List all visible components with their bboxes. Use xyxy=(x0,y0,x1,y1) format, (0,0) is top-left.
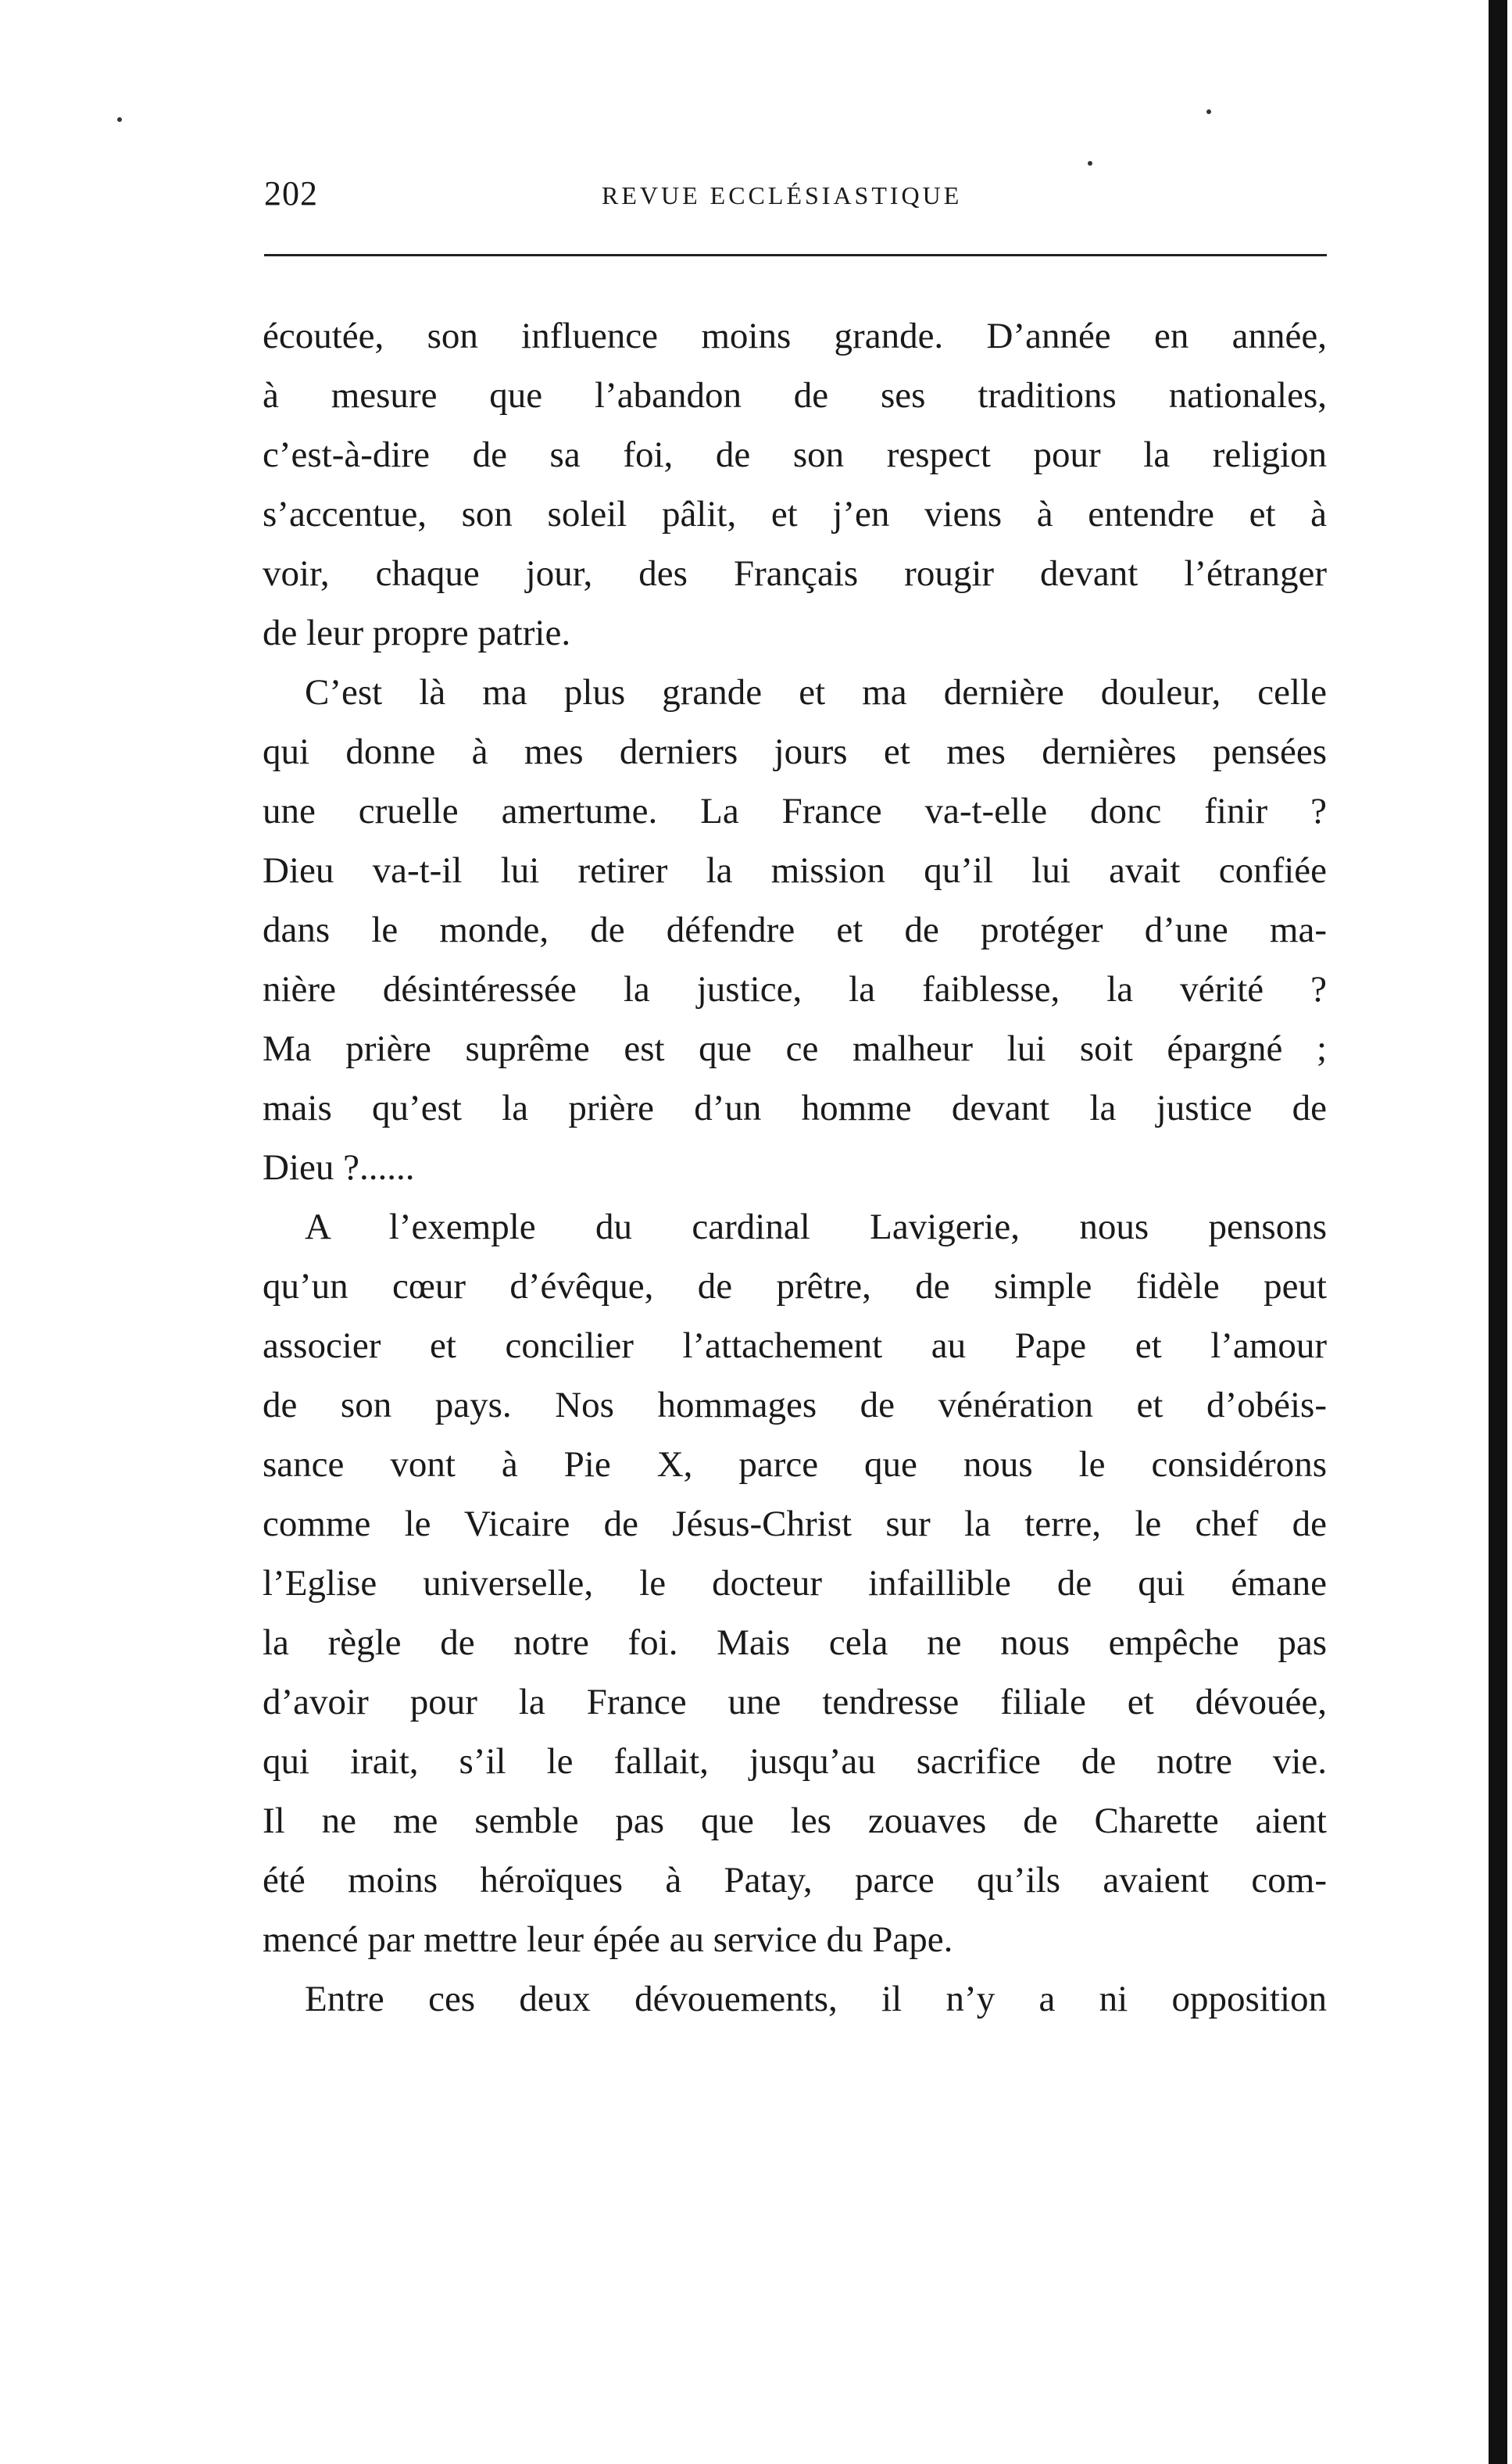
scan-edge-bar xyxy=(1489,0,1507,2464)
text-line: A l’exemple du cardinal Lavigerie, nous pensons xyxy=(305,1207,1327,1247)
text-line: Ma prière suprême est que ce malheur lui soit épargné ; xyxy=(263,1028,1327,1069)
text-line: qu’un cœur d’évêque, de prêtre, de simple fidèle peut xyxy=(263,1266,1327,1307)
text-line: dans le monde, de défendre et de protéger d’une ma- xyxy=(263,910,1327,950)
text-line: la règle de notre foi. Mais cela ne nous empêche pas xyxy=(263,1622,1327,1663)
text-line: d’avoir pour la France une tendresse filiale et dévouée, xyxy=(263,1682,1327,1722)
header-rule xyxy=(264,254,1327,256)
text-line: associer et concilier l’attachement au Pape et l’amour xyxy=(263,1325,1327,1366)
scan-speck xyxy=(1206,109,1211,114)
text-line: qui donne à mes derniers jours et mes dernières pensées xyxy=(263,731,1327,772)
running-head xyxy=(264,173,1327,228)
text-line: à mesure que l’abandon de ses traditions nationales, xyxy=(263,375,1327,416)
text-line: Dieu va-t-il lui retirer la mission qu’il lui avait confiée xyxy=(263,850,1327,891)
page-number: 202 xyxy=(264,174,318,213)
text-line: s’accentue, son soleil pâlit, et j’en viens à entendre et à xyxy=(263,494,1327,535)
text-line: de son pays. Nos hommages de vénération et d’obéis- xyxy=(263,1385,1327,1425)
text-line: Il ne me semble pas que les zouaves de Charette aient xyxy=(263,1801,1327,1841)
text-line: Entre ces deux dévouements, il n’y a ni opposition xyxy=(305,1979,1327,2019)
text-line: écoutée, son influence moins grande. D’année en année, xyxy=(263,316,1327,356)
text-line: qui irait, s’il le fallait, jusqu’au sacrifice de notre vie. xyxy=(263,1741,1327,1782)
text-line: mais qu’est la prière d’un homme devant la justice de xyxy=(263,1088,1327,1128)
text-line: l’Eglise universelle, le docteur infaillible de qui émane xyxy=(263,1563,1327,1604)
text-line: c’est-à-dire de sa foi, de son respect pour la religion xyxy=(263,435,1327,475)
text-line: de leur propre patrie. xyxy=(263,613,571,653)
text-line: comme le Vicaire de Jésus-Christ sur la terre, le chef de xyxy=(263,1504,1327,1544)
text-line: une cruelle amertume. La France va-t-elle donc finir ? xyxy=(263,791,1327,831)
text-line: sance vont à Pie X, parce que nous le considérons xyxy=(263,1444,1327,1485)
text-line: été moins héroïques à Patay, parce qu’ils avaient com- xyxy=(263,1860,1327,1901)
scan-speck xyxy=(1088,161,1092,166)
body-text xyxy=(263,306,1327,2029)
journal-title: REVUE ECCLÉSIASTIQUE xyxy=(602,181,963,209)
text-line: mencé par mettre leur épée au service du Pape. xyxy=(263,1919,953,1960)
scan-speck xyxy=(117,117,122,122)
text-line: nière désintéressée la justice, la faiblesse, la vérité ? xyxy=(263,969,1327,1010)
text-line: C’est là ma plus grande et ma dernière douleur, celle xyxy=(305,672,1327,713)
text-line: voir, chaque jour, des Français rougir devant l’étranger xyxy=(263,553,1327,594)
text-line: Dieu ?...... xyxy=(263,1147,415,1188)
